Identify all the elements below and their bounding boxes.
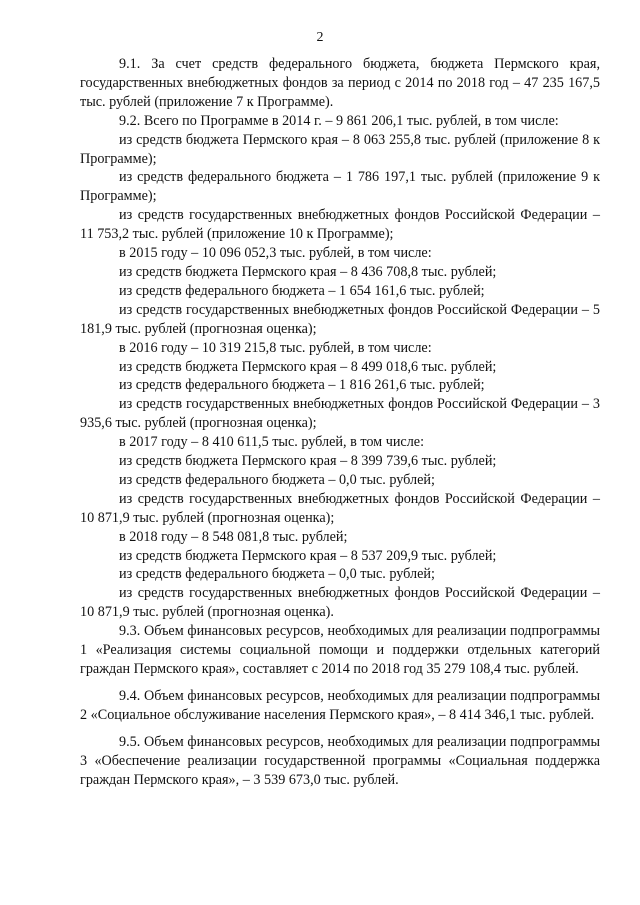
paragraph-2015-regional: из средств бюджета Пермского края – 8 436 708,8 тыс. рублей; [119, 263, 497, 280]
paragraph-2016-total: в 2016 году – 10 319 215,8 тыс. рублей, в том числе: [119, 339, 432, 356]
paragraph-2017-extrabudgetary: из средств государственных внебюджетных фондов Российской Федерации – 10 871,9 тыс. рублей (прогнозная оценка); [80, 490, 600, 526]
paragraph-2015-total: в 2015 году – 10 096 052,3 тыс. рублей, в том числе: [119, 245, 432, 262]
paragraph-2016-extrabudgetary: из средств государственных внебюджетных фондов Российской Федерации – 3 935,6 тыс. рублей (прогнозная оценка); [80, 396, 600, 432]
paragraph-2018-extrabudgetary: из средств государственных внебюджетных фондов Российской Федерации – 10 871,9 тыс. рублей (прогнозная оценка). [80, 585, 600, 621]
paragraph-2018-regional: из средств бюджета Пермского края – 8 537 209,9 тыс. рублей; [119, 547, 497, 564]
page-number: 2 [316, 30, 324, 45]
paragraph-2018-total: в 2018 году – 8 548 081,8 тыс. рублей; [119, 528, 348, 545]
paragraph-2017-total: в 2017 году – 8 410 611,5 тыс. рублей, в том числе: [119, 434, 425, 451]
paragraph-2014-federal: из средств федерального бюджета – 1 786 197,1 тыс. рублей (приложение 9 к Программе); [80, 169, 600, 205]
paragraph-2014-extrabudgetary: из средств государственных внебюджетных фондов Российской Федерации – 11 753,2 тыс. рублей (приложение 10 к Программе); [80, 207, 600, 243]
paragraph-9-2: 9.2. Всего по Программе в 2014 г. – 9 861 206,1 тыс. рублей, в том числе: [119, 112, 559, 129]
document-body [80, 55, 600, 789]
paragraph-9-4: 9.4. Объем финансовых ресурсов, необходимых для реализации подпрограммы 2 «Социальное обслуживание населения Пермского края», – 8 414 346,1 тыс. рублей. [80, 687, 600, 723]
paragraph-9-3: 9.3. Объем финансовых ресурсов, необходимых для реализации подпрограммы 1 «Реализация системы социальной помощи и поддержки отдельных категорий граждан Пермского края», составляет с 2014 по 2018 год 35 279 108,4 тыс. рублей. [80, 623, 600, 677]
paragraph-2014-regional: из средств бюджета Пермского края – 8 063 255,8 тыс. рублей (приложение 8 к Программе); [80, 131, 600, 167]
paragraph-2016-federal: из средств федерального бюджета – 1 816 261,6 тыс. рублей; [119, 377, 485, 394]
paragraph-2016-regional: из средств бюджета Пермского края – 8 499 018,6 тыс. рублей; [119, 358, 497, 375]
paragraph-2017-regional: из средств бюджета Пермского края – 8 399 739,6 тыс. рублей; [119, 453, 497, 470]
paragraph-2015-federal: из средств федерального бюджета – 1 654 161,6 тыс. рублей; [119, 282, 485, 299]
paragraph-2018-federal: из средств федерального бюджета – 0,0 тыс. рублей; [119, 566, 435, 583]
paragraph-9-1: 9.1. За счет средств федерального бюджета, бюджета Пермского края, государственных внебюджетных фондов за период с 2014 по 2018 год – 47 235 167,5 тыс. рублей (приложение 7 к Программе). [80, 56, 600, 110]
paragraph-2015-extrabudgetary: из средств государственных внебюджетных фондов Российской Федерации – 5 181,9 тыс. рублей (прогнозная оценка); [80, 301, 600, 337]
paragraph-2017-federal: из средств федерального бюджета – 0,0 тыс. рублей; [119, 471, 435, 488]
paragraph-9-5: 9.5. Объем финансовых ресурсов, необходимых для реализации подпрограммы 3 «Обеспечение реализации государственной программы «Социальная поддержка граждан Пермского края», – 3 539 673,0 тыс. рублей. [80, 733, 600, 788]
